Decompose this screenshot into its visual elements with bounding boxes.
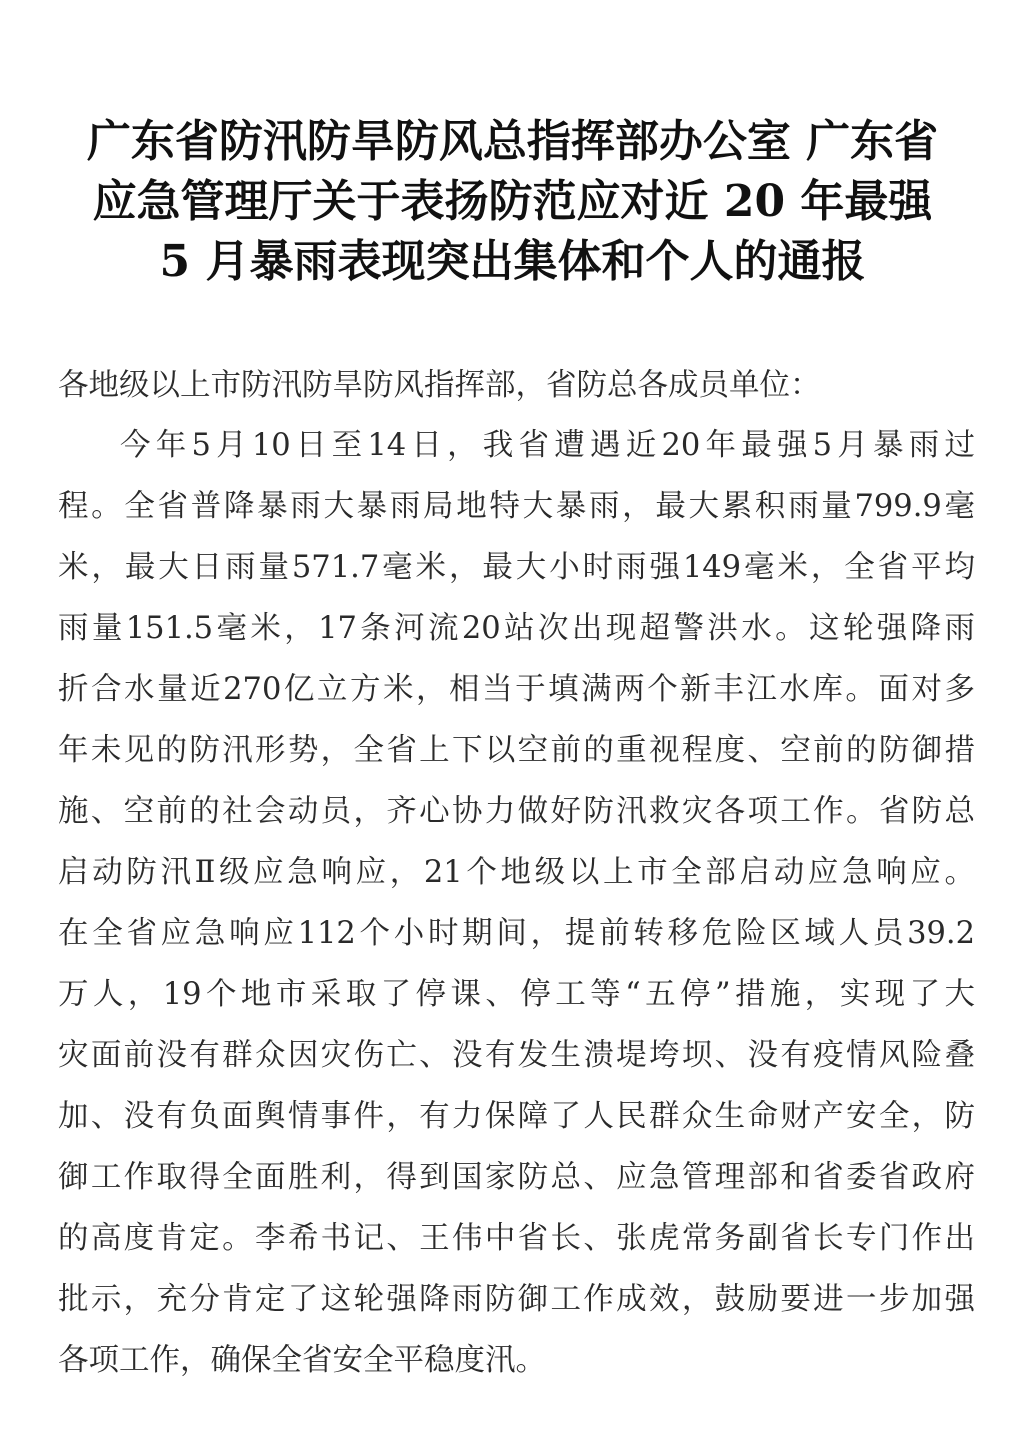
body-text-line: 折合水量近270亿立方米，相当于填满两个新丰江水库。面对多 bbox=[58, 672, 975, 707]
body-text-line: 今年5月10日至14日，我省遭遇近20年最强5月暴雨过 bbox=[120, 428, 975, 463]
body-text-line: 米，最大日雨量571.7毫米，最大小时雨强149毫米，全省平均 bbox=[58, 550, 975, 585]
body-text-line: 启动防汛Ⅱ级应急响应，21个地级以上市全部启动应急响应。 bbox=[58, 855, 975, 890]
body-text-line: 在全省应急响应112个小时期间，提前转移危险区域人员39.2 bbox=[58, 916, 975, 951]
document-title-line-1: 广东省防汛防旱防风总指挥部办公室 广东省 bbox=[86, 116, 939, 167]
body-text-line: 万人，19个地市采取了停课、停工等“五停”措施，实现了大 bbox=[58, 977, 975, 1012]
body-text-line: 雨量151.5毫米，17条河流20站次出现超警洪水。这轮强降雨 bbox=[58, 611, 975, 646]
body-text-line: 年未见的防汛形势，全省上下以空前的重视程度、空前的防御措 bbox=[58, 733, 975, 768]
body-text-line: 御工作取得全面胜利，得到国家防总、应急管理部和省委省政府 bbox=[58, 1160, 975, 1195]
document-title-line-2: 应急管理厅关于表扬防范应对近 20 年最强 bbox=[92, 176, 933, 227]
body-text-line: 的高度肯定。李希书记、王伟中省长、张虎常务副省长专门作出 bbox=[58, 1221, 975, 1256]
body-text-line: 加、没有负面舆情事件，有力保障了人民群众生命财产安全，防 bbox=[58, 1099, 975, 1134]
salutation: 各地级以上市防汛防旱防风指挥部，省防总各成员单位： bbox=[58, 368, 821, 403]
body-text-line: 批示，充分肯定了这轮强降雨防御工作成效，鼓励要进一步加强 bbox=[58, 1282, 975, 1317]
document-title-line-3: 5 月暴雨表现突出集体和个人的通报 bbox=[159, 236, 866, 287]
body-text-line: 灾面前没有群众因灾伤亡、没有发生溃堤垮坝、没有疫情风险叠 bbox=[58, 1038, 975, 1073]
body-text-line: 施、空前的社会动员，齐心协力做好防汛救灾各项工作。省防总 bbox=[58, 794, 975, 829]
body-text-line: 程。全省普降暴雨大暴雨局地特大暴雨，最大累积雨量799.9毫 bbox=[58, 489, 975, 524]
body-text-line: 各项工作，确保全省安全平稳度汛。 bbox=[58, 1343, 546, 1378]
